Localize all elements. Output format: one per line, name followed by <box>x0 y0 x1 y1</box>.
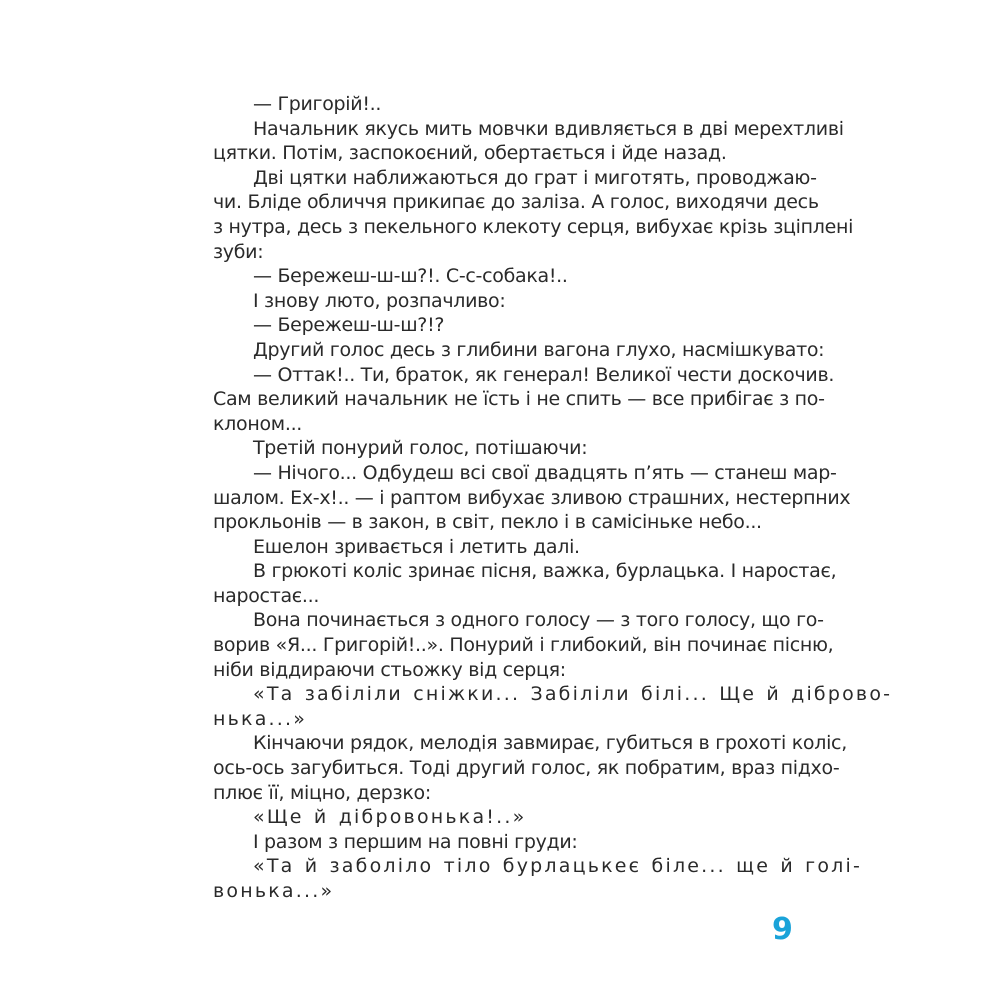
text-line: «Та забіліли сніжки... Забіліли білі... Ще й діброво- <box>253 683 893 706</box>
text-line: В грюкоті коліс зринає пісня, важка, бурлацька. І наростає, <box>253 560 837 583</box>
text-line: ось-ось загубиться. Тоді другий голос, як побратим, враз підхо- <box>213 757 840 780</box>
text-line: «Та й заболіло тіло бурлацькеє біле... ще й голі- <box>253 855 863 878</box>
text-line: — Бережеш-ш-ш?!. С-с-собака!.. <box>253 265 568 288</box>
text-line: Ешелон зривається і летить далі. <box>253 535 580 558</box>
text-line: Третій понурий голос, потішаючи: <box>253 437 588 460</box>
text-line: ніби віддираючи стьожку від серця: <box>213 658 566 681</box>
text-line: плює її, міцно, дерзко: <box>213 781 431 804</box>
text-line: «Ще й дібровонька!..» <box>253 806 527 829</box>
text-line: — Бережеш-ш-ш?!? <box>253 314 445 337</box>
text-line: І знову люто, розпачливо: <box>253 289 506 312</box>
text-line: шалом. Ех-х!.. — і раптом вибухає зливою страшних, нестерпних <box>213 486 851 509</box>
text-line: І разом з першим на повні груди: <box>253 830 578 853</box>
text-line: клоном... <box>213 412 303 435</box>
text-line: з нутра, десь з пекельного клекоту серця, вибухає крізь зціплені <box>213 215 854 238</box>
text-line: прокльонів — в закон, в світ, пекло і в самісіньке небо... <box>213 511 762 534</box>
text-line: — Григорій!.. <box>253 93 382 115</box>
text-line: Дві цятки наближаються до грат і миготять, проводжаю- <box>253 166 817 189</box>
text-line: нька...» <box>213 707 308 730</box>
text-line: ворив «Я... Григорій!..». Понурий і глибокий, він починає пісню, <box>213 634 834 657</box>
text-line: Другий голос десь з глибини вагона глухо, насмішкувато: <box>253 338 825 361</box>
text-line: чи. Бліде обличчя прикипає до заліза. А голос, виходячи десь <box>213 191 819 214</box>
text-line: Кінчаючи рядок, мелодія завмирає, губиться в грохоті коліс, <box>253 732 847 755</box>
text-line: — Оттак!.. Ти, браток, як генерал! Великої чести доскочив. <box>253 363 835 386</box>
page-text <box>213 92 893 904</box>
text-line: зуби: <box>213 240 264 263</box>
text-line: Сам великий начальник не їсть і не спить — все прибігає з по- <box>213 388 825 411</box>
text-line: Вона починається з одного голосу — з того голосу, що го- <box>253 609 824 632</box>
text-line: — Нічого... Одбудеш всі свої двадцять п’ять — станеш мар- <box>253 461 837 484</box>
text-line: цятки. Потім, заспокоєний, обертається і йде назад. <box>213 142 727 165</box>
page-number: 9 <box>772 912 793 947</box>
text-line: наростає... <box>213 584 320 607</box>
text-line: вонька...» <box>213 880 335 902</box>
text-line: Начальник якусь мить мовчки вдивляється в дві мерехтливі <box>253 117 844 140</box>
